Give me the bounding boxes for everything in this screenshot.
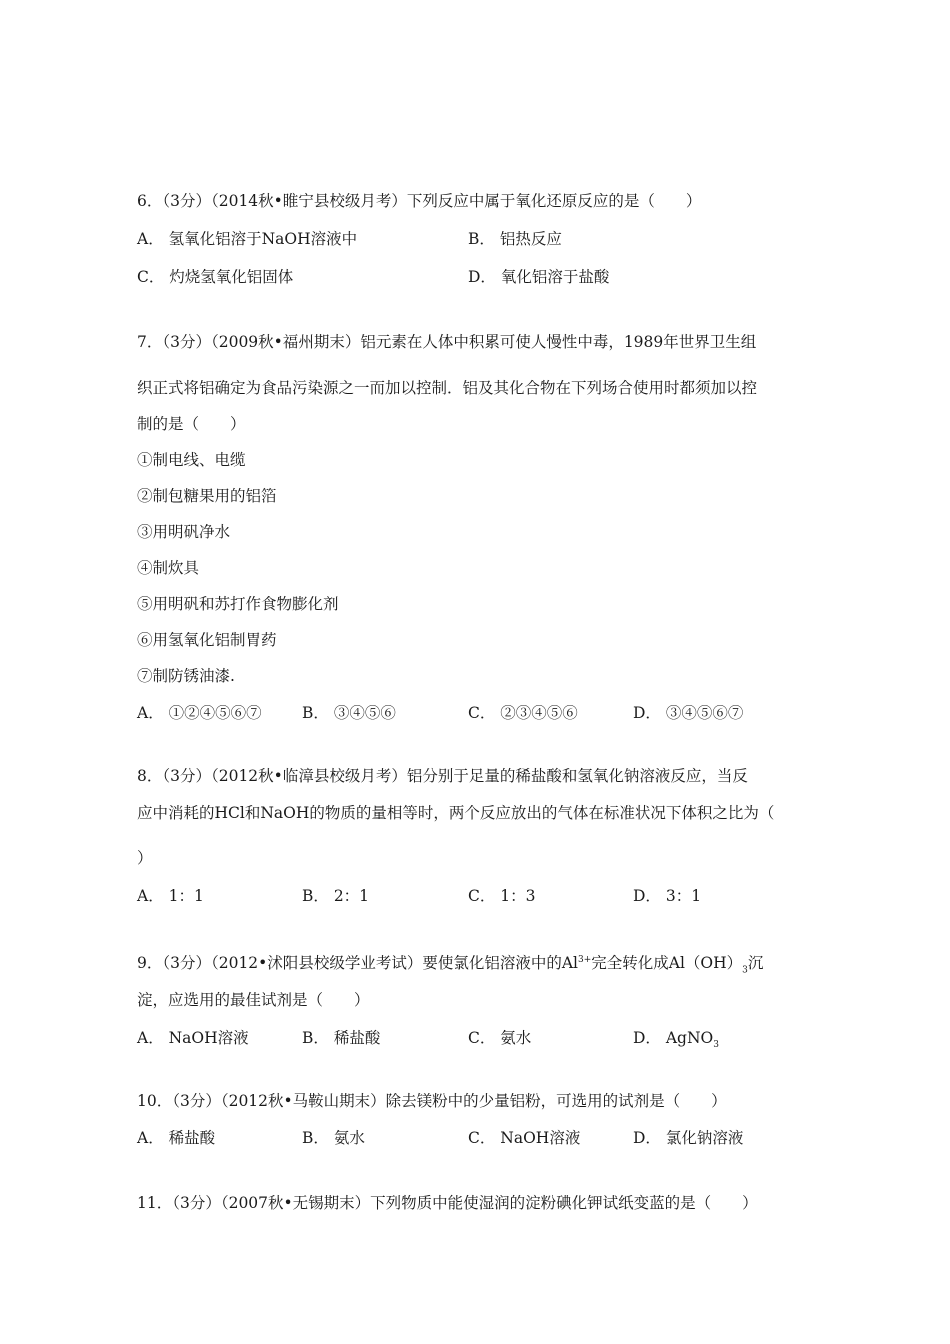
q8-option-d: D． 3：1 bbox=[633, 887, 702, 905]
q9-subscript: 3 bbox=[742, 965, 748, 976]
q7-option-a: A． ①②④⑤⑥⑦ bbox=[137, 704, 262, 722]
question-6-stem: 6．（3分）（2014秋•睢宁县校级月考）下列反应中属于氧化还原反应的是（ ） bbox=[137, 192, 702, 210]
q9-superscript: 3+ bbox=[577, 955, 592, 965]
q9-text-c: 沉 bbox=[747, 954, 764, 973]
q10-option-d: D． 氯化钠溶液 bbox=[633, 1129, 744, 1147]
q10-option-c: C． NaOH溶液 bbox=[468, 1129, 581, 1147]
question-7-item-4: ④制炊具 bbox=[137, 559, 200, 577]
q9-option-d-text: D． AgNO bbox=[633, 1029, 714, 1047]
question-8-stem-line-1: 8．（3分）（2012秋•临漳县校级月考）铝分别于足量的稀盐酸和氢氧化钠溶液反应，当反 bbox=[137, 767, 748, 785]
q8-option-b: B． 2：1 bbox=[302, 887, 370, 905]
question-8-stem-line-2: 应中消耗的HCl和NaOH的物质的量相等时，两个反应放出的气体在标准状况下体积之比为（ bbox=[137, 804, 775, 822]
q8-option-a: A． 1：1 bbox=[137, 887, 204, 905]
q10-option-a: A． 稀盐酸 bbox=[137, 1129, 216, 1147]
q10-option-b: B． 氨水 bbox=[302, 1129, 365, 1147]
question-8-stem-line-3: ） bbox=[137, 849, 153, 867]
question-7-item-6: ⑥用氢氧化铝制胃药 bbox=[137, 631, 277, 649]
q7-option-b: B． ③④⑤⑥ bbox=[302, 704, 396, 722]
q7-option-d: D． ③④⑤⑥⑦ bbox=[633, 704, 744, 722]
question-7-item-7: ⑦制防锈油漆. bbox=[137, 667, 235, 685]
question-10-stem: 10．（3分）（2012秋•马鞍山期末）除去镁粉中的少量铝粉，可选用的试剂是（ ） bbox=[137, 1092, 727, 1110]
question-9-stem-line-1 bbox=[137, 950, 763, 980]
q9-option-b: B． 稀盐酸 bbox=[302, 1029, 381, 1047]
q9-text-b: 完全转化成Al（OH） bbox=[591, 954, 743, 973]
q6-option-a: A． 氢氧化铝溶于NaOH溶液中 bbox=[137, 230, 358, 248]
question-7-stem-line-1: 7．（3分）（2009秋•福州期末）铝元素在人体中积累可使人慢性中毒，1989年世界卫生组 bbox=[137, 333, 757, 351]
question-11-stem: 11．（3分）（2007秋•无锡期末）下列物质中能使湿润的淀粉碘化钾试纸变蓝的是（ ） bbox=[137, 1194, 758, 1212]
q9-option-d-subscript: 3 bbox=[713, 1040, 719, 1051]
question-7-item-3: ③用明矾净水 bbox=[137, 523, 231, 541]
q6-option-d: D． 氧化铝溶于盐酸 bbox=[468, 268, 610, 286]
q9-option-c: C． 氨水 bbox=[468, 1029, 532, 1047]
question-7-stem-line-3: 制的是（ ） bbox=[137, 415, 246, 433]
q9-text-a: 9．（3分）（2012•沭阳县校级学业考试）要使氯化铝溶液中的Al bbox=[137, 954, 578, 973]
question-7-item-1: ①制电线、电缆 bbox=[137, 451, 246, 469]
q8-option-c: C． 1：3 bbox=[468, 887, 536, 905]
q7-option-c: C． ②③④⑤⑥ bbox=[468, 704, 578, 722]
q6-option-c: C． 灼烧氢氧化铝固体 bbox=[137, 268, 294, 286]
q9-option-a: A． NaOH溶液 bbox=[137, 1029, 249, 1047]
q6-option-b: B． 铝热反应 bbox=[468, 230, 562, 248]
question-9-stem-line-2: 淀，应选用的最佳试剂是（ ） bbox=[137, 991, 370, 1009]
q9-option-d bbox=[633, 1028, 719, 1055]
question-7-item-5: ⑤用明矾和苏打作食物膨化剂 bbox=[137, 595, 339, 613]
question-7-stem-line-2: 织正式将铝确定为食品污染源之一而加以控制．铝及其化合物在下列场合使用时都须加以控 bbox=[137, 379, 758, 397]
question-7-item-2: ②制包糖果用的铝箔 bbox=[137, 487, 277, 505]
